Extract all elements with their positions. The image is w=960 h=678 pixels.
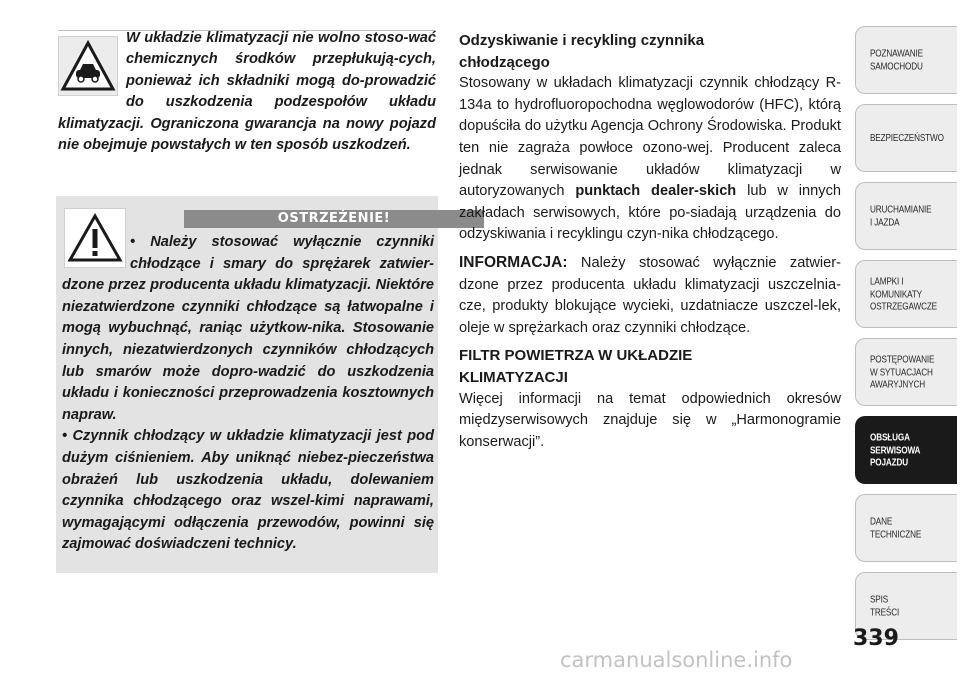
warning-item: • Czynnik chłodzący w układzie klimatyzacji jest pod dużym ciśnieniem. Aby uniknąć niebez-pieczeństwa obrażeń lub uszkodzenia układu, dolewaniem czynnika chłodzącego oraz wszel-kimi naprawami, wymagającymi odłączenia przewodów, powinni się zajmować doświadczeni technicy. bbox=[62, 428, 434, 553]
right-column bbox=[459, 30, 841, 453]
tab-dane-techniczne[interactable] bbox=[855, 494, 957, 562]
tab-label: POZNAWANIE SAMOCHODU bbox=[870, 47, 923, 72]
page-number: 339 bbox=[853, 626, 899, 651]
filter-text: Więcej informacji na temat odpowiednich okresów międzyserwisowych znajduje się w „Harmonogramie konserwacji”. bbox=[459, 390, 841, 450]
info-label: INFORMACJA: bbox=[459, 253, 568, 271]
tab-label: SPIS TREŚCI bbox=[870, 593, 900, 618]
recycling-paragraph bbox=[459, 73, 841, 246]
tab-label: POSTĘPOWANIE W SYTUACJACH AWARYJNYCH bbox=[870, 353, 935, 391]
info-paragraph bbox=[459, 252, 841, 339]
tab-postepowanie-awaryjne[interactable] bbox=[855, 338, 957, 406]
tab-obsluga-serwisowa[interactable] bbox=[855, 416, 957, 484]
tab-bezpieczenstwo[interactable] bbox=[855, 104, 957, 172]
watermark: carmanualsonline.info bbox=[560, 648, 793, 672]
info-text: Należy stosować wyłącznie zatwier-dzone przez producenta układu klimatyzacji uszczelnia-cze, produkty blokujące wycieki, uzdatniacze uszczel-lek, oleje w sprężarkach oraz czynniki chłodzące. bbox=[459, 254, 841, 336]
tab-lampki-i-komunikaty[interactable] bbox=[855, 260, 957, 328]
recycling-heading-line2: chłodzącego bbox=[459, 53, 550, 71]
recycling-bold-text: punktach dealer-skich bbox=[575, 183, 737, 200]
recycling-heading-line1: Odzyskiwanie i recykling czynnika bbox=[459, 32, 705, 49]
tab-label: DANE TECHNICZNE bbox=[870, 515, 922, 540]
filter-heading-line1: FILTR POWIETRZA W UKŁADZIE bbox=[459, 347, 693, 365]
chapter-tabs bbox=[855, 26, 960, 650]
tab-label: LAMPKI I KOMUNIKATY OSTRZEGAWCZE bbox=[870, 275, 937, 313]
tab-label: URUCHAMIANIE I JAZDA bbox=[870, 203, 932, 228]
recycling-heading bbox=[459, 30, 841, 73]
car-caution-icon bbox=[58, 36, 118, 96]
recycling-text-end: lub w innych zakładach serwisowych, które po-siadają urządzenia do odzyskiwania i recyklingu czyn-nika chłodzącego. bbox=[459, 183, 841, 243]
caution-block bbox=[58, 28, 436, 156]
caution-text: W układzie klimatyzacji nie wolno stoso-wać chemicznych środków przepłukują-cych, ponieważ ich składniki mogą do-prowadzić do uszkodzenia podzespołów układu klimatyzacji. Ograniczona gwarancja na nowy pojazd nie obejmuje powstałych w ten sposób uszkodzeń. bbox=[58, 30, 436, 154]
warning-body bbox=[62, 232, 434, 556]
tab-uruchamianie-i-jazda[interactable] bbox=[855, 182, 957, 250]
recycling-text: Stosowany w układach klimatyzacji czynnik chłodzący R-134a to hydrofluoropochodna węglowodorów (HFC), którą dopuściła do użytku Agencja Ochrony Środowiska. Produkt ten nie zagraża powłoce ozono-wej. Producent zaleca jednak serwisowanie układów klimatyzacji w autoryzowanych bbox=[459, 75, 841, 200]
tab-poznawanie-samochodu[interactable] bbox=[855, 26, 957, 94]
tab-label: OBSŁUGA SERWISOWA POJAZDU bbox=[870, 431, 921, 469]
filter-heading bbox=[459, 345, 841, 388]
warning-item: • Należy stosować wyłącznie czynniki chłodzące i smary do sprężarek zatwier-dzone przez producenta układu klimatyzacji. Niektóre niezatwierdzone czynniki chłodzące są łatwopalne i mogą wybuchnąć, raniąc użytkow-nika. Stosowanie innych, niezatwierdzonych czynników chłodzących lub smarów może dopro-wadzić do uszkodzenia układu i konieczności przeprowadzenia kosztownych napraw. bbox=[62, 234, 434, 423]
warning-box bbox=[56, 196, 438, 573]
warning-header: OSTRZEŻENIE! bbox=[184, 210, 484, 228]
tab-label: BEZPIECZEŃSTWO bbox=[870, 131, 944, 144]
filter-heading-line2: KLIMATYZACJI bbox=[459, 368, 568, 386]
